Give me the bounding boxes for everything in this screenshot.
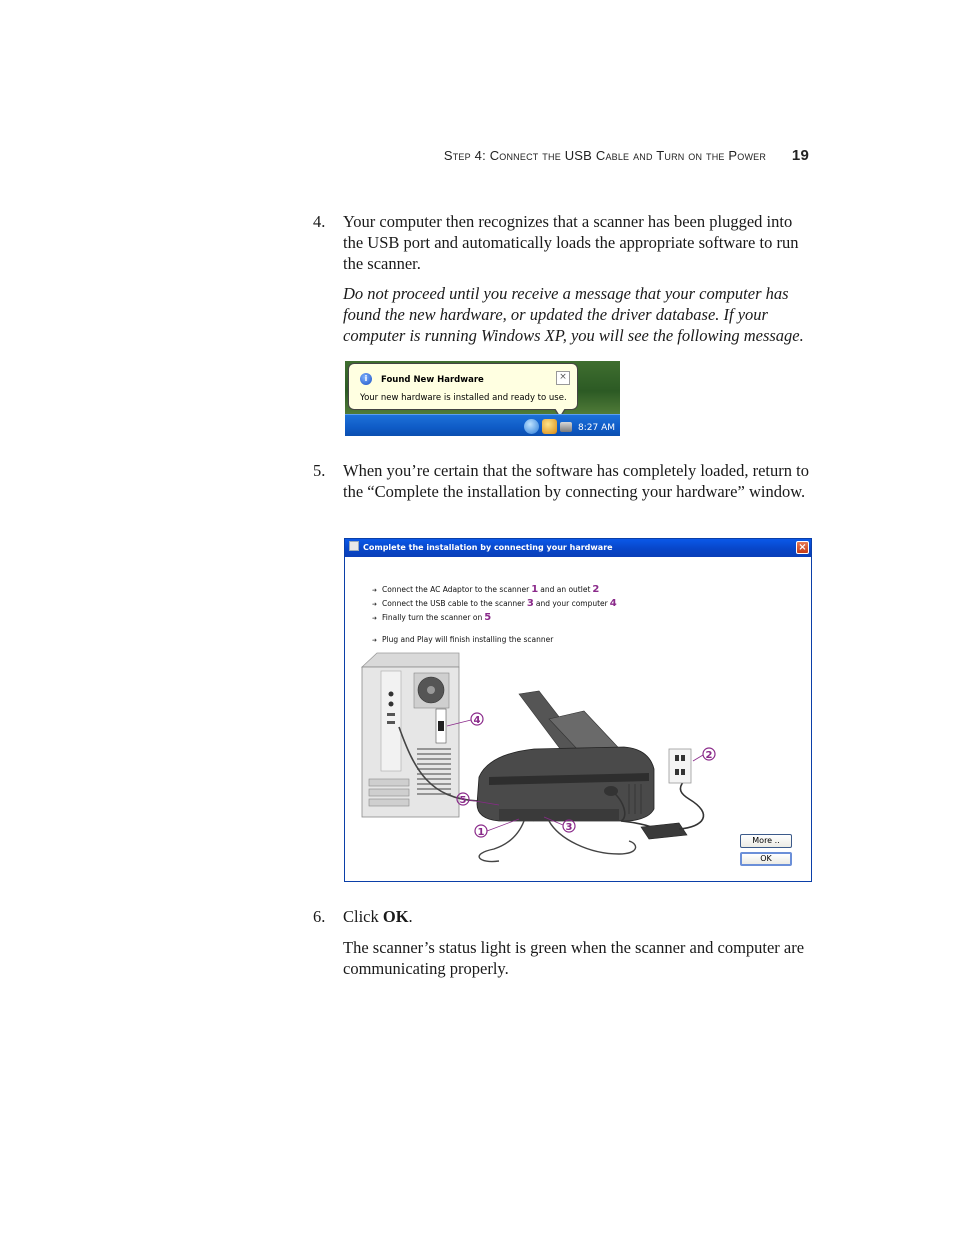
step-6 — [313, 906, 813, 927]
instruction-item: ➜ Finally turn the scanner on 5 — [372, 611, 619, 625]
instruction-item: ➜ Connect the USB cable to the scanner 3 and your computer 4 — [372, 597, 619, 611]
arrow-bullet-icon: ➜ — [372, 601, 378, 608]
running-header — [300, 147, 809, 164]
wall-outlet — [669, 749, 691, 783]
complete-installation-dialog — [344, 538, 812, 882]
arrow-bullet-icon: ➜ — [372, 615, 378, 622]
info-icon: i — [360, 373, 372, 385]
dialog-titlebar — [345, 539, 811, 557]
dialog-title: Complete the installation by connecting your hardware — [363, 543, 613, 552]
step-number: 4. — [313, 212, 326, 231]
instruction-list — [372, 583, 619, 647]
document-scanner — [477, 691, 654, 821]
ok-emphasis: OK — [382, 907, 409, 926]
tray-clock: 8:27 AM — [578, 423, 615, 433]
balloon-title: Found New Hardware — [381, 375, 484, 385]
tray-network-icon[interactable] — [524, 419, 539, 434]
balloon-close-icon[interactable]: × — [556, 371, 570, 385]
dialog-close-button[interactable]: × — [796, 541, 809, 554]
callout-1 — [475, 819, 519, 838]
arrow-bullet-icon: ➜ — [372, 587, 378, 594]
step-text: Your computer then recognizes that a scanner has been plugged into the USB port and automatically loads the appropriate software to run the scanner. — [343, 212, 799, 273]
step-4 — [313, 211, 813, 274]
svg-text:4: 4 — [473, 715, 481, 726]
more-button[interactable]: More .. — [740, 834, 792, 848]
taskbar — [345, 414, 620, 436]
step-6-note: The scanner’s status light is green when the scanner and computer are communicating properly. — [343, 938, 805, 978]
notification-balloon — [348, 363, 578, 410]
ok-button[interactable]: OK — [740, 852, 792, 866]
arrow-bullet-icon: ➜ — [372, 637, 378, 644]
svg-text:3: 3 — [565, 822, 573, 833]
step-number: 5. — [313, 461, 326, 480]
hardware-connection-illustration — [359, 649, 729, 879]
svg-text:5: 5 — [459, 795, 467, 806]
found-hardware-screenshot — [345, 361, 620, 436]
svg-text:1: 1 — [477, 827, 485, 838]
step-text: When you’re certain that the software has completely loaded, return to the “Complete the installation by connecting your hardware” window. — [343, 461, 809, 501]
step-text: Click OK. — [343, 907, 413, 926]
tray-scanner-utility-icon[interactable] — [542, 419, 557, 434]
callout-2 — [693, 748, 715, 761]
step-5 — [313, 460, 813, 502]
instruction-item: ➜ Plug and Play will finish installing the scanner — [372, 633, 619, 647]
balloon-message: Your new hardware is installed and ready to use. — [360, 393, 567, 403]
step-4-note: Do not proceed until you receive a message that your computer has found the new hardware, or updated the driver database. If your computer is running Windows XP, you will see the following message. — [343, 284, 804, 345]
tray-usb-device-icon[interactable] — [560, 422, 572, 432]
instruction-item: ➜ Connect the AC Adaptor to the scanner 1 and an outlet 2 — [372, 583, 619, 597]
window-app-icon — [349, 541, 359, 551]
page-number: 19 — [791, 147, 809, 164]
svg-text:2: 2 — [705, 750, 713, 761]
step-number: 6. — [313, 907, 326, 926]
running-title: Step 4: Connect the USB Cable and Turn on the Power — [443, 148, 767, 163]
